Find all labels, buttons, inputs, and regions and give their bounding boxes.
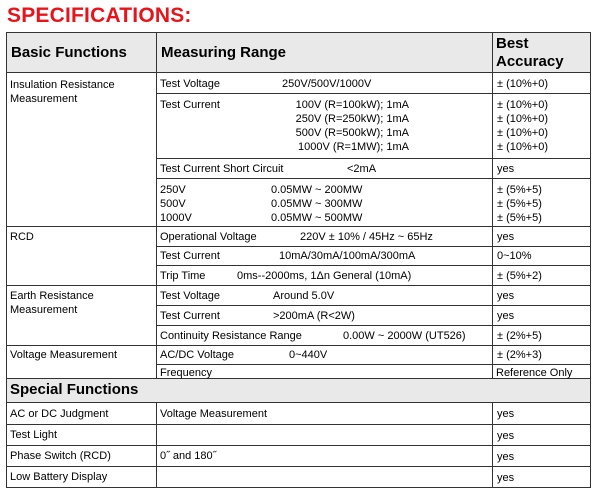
operational-voltage-label: Operational Voltage [160, 231, 257, 243]
test-light-label: Test Light [10, 429, 58, 441]
trip-time-label: Trip Time [160, 270, 206, 282]
acdc-judgment-label: AC or DC Judgment [10, 408, 109, 420]
earth-current-accuracy: yes [497, 310, 515, 322]
rcd-test-current-value: 10mA/30mA/100mA/300mA [279, 250, 416, 262]
range-voltage: 500V [160, 198, 186, 210]
subrow-line [156, 246, 590, 247]
insulation-range-voltages [160, 183, 192, 225]
voltage-measurement-label: Voltage Measurement [10, 349, 118, 361]
col-divider-1 [156, 33, 157, 378]
trip-time-value: 0ms--2000ms, 1Δn General (10mA) [237, 270, 412, 282]
insulation-range-values [271, 183, 362, 225]
short-circuit-accuracy: yes [497, 163, 515, 175]
test-current-accuracy-value: ± (10%+0) [497, 141, 548, 153]
earth-current-value: >200mA (R<2W) [273, 310, 355, 322]
test-current-accuracy-value: ± (10%+0) [497, 99, 548, 111]
trip-time-accuracy: ± (5%+2) [497, 270, 542, 282]
low-battery-accuracy: yes [497, 472, 515, 484]
header-best-accuracy: Best Accuracy [496, 35, 564, 70]
row-line [7, 466, 590, 467]
test-current-value: 100V (R=100kW); 1mA [295, 99, 409, 111]
phase-switch-label: Phase Switch (RCD) [10, 450, 111, 462]
row-line [7, 445, 590, 446]
continuity-accuracy: ± (2%+5) [497, 330, 542, 342]
header-measuring-range: Measuring Range [161, 44, 287, 61]
continuity-label: Continuity Resistance Range [160, 330, 302, 342]
insulation-label-line: Insulation Resistance [10, 79, 115, 91]
short-circuit-value: <2mA [347, 163, 377, 175]
subrow-line [156, 265, 590, 266]
header-basic-functions: Basic Functions [11, 44, 127, 61]
acdc-judgment-accuracy: yes [497, 408, 515, 420]
rcd-label: RCD [10, 231, 34, 243]
continuity-value: 0.00W ~ 2000W (UT526) [343, 330, 466, 342]
row-line [7, 402, 590, 403]
frequency-label: Frequency [160, 367, 212, 379]
row-line [7, 285, 590, 286]
test-current-value: 1000V (R=1MW); 1mA [298, 141, 409, 153]
earth-voltage-accuracy: yes [497, 290, 515, 302]
acdc-voltage-label: AC/DC Voltage [160, 349, 234, 361]
range-value: 0.05MW ~ 200MW [271, 184, 363, 196]
subrow-line [156, 305, 590, 306]
phase-switch-accuracy: yes [497, 451, 515, 463]
subrow-line [156, 158, 590, 159]
acdc-voltage-accuracy: ± (2%+3) [497, 349, 542, 361]
test-current-accuracy-value: ± (10%+0) [497, 113, 548, 125]
range-voltage: 250V [160, 184, 186, 196]
insulation-range-accuracy [497, 183, 542, 225]
test-voltage-accuracy: ± (10%+0) [497, 78, 548, 90]
range-value: 0.05MW ~ 500MW [271, 212, 363, 224]
operational-voltage-accuracy: yes [497, 231, 515, 243]
acdc-judgment-range: Voltage Measurement [160, 408, 268, 420]
subrow-line [156, 364, 590, 365]
short-circuit-label: Test Current Short Circuit [160, 163, 284, 175]
earth-voltage-label: Test Voltage [160, 290, 220, 302]
row-line [7, 72, 590, 73]
special-functions-header: Special Functions [10, 381, 139, 398]
range-accuracy: ± (5%+5) [497, 184, 542, 196]
earth-label-line: Measurement [10, 304, 78, 316]
frequency-accuracy: Reference Only [496, 367, 573, 379]
low-battery-label: Low Battery Display [10, 471, 108, 483]
earth-label [10, 289, 94, 317]
test-light-accuracy: yes [497, 430, 515, 442]
test-voltage-value: 250V/500V/1000V [282, 78, 372, 90]
subrow-line [156, 178, 590, 179]
acdc-voltage-value: 0~440V [289, 349, 328, 361]
range-accuracy: ± (5%+5) [497, 198, 542, 210]
subrow-line [156, 325, 590, 326]
test-current-values [269, 98, 409, 154]
test-current-label: Test Current [160, 99, 220, 111]
range-accuracy: ± (5%+5) [497, 212, 542, 224]
earth-current-label: Test Current [160, 310, 220, 322]
subrow-line [156, 93, 590, 94]
range-value: 0.05MW ~ 300MW [271, 198, 363, 210]
earth-voltage-value: Around 5.0V [273, 290, 335, 302]
spec-table [6, 32, 591, 488]
earth-label-line: Earth Resistance [10, 290, 94, 302]
test-current-value: 250V (R=250kW); 1mA [295, 113, 409, 125]
row-line [7, 226, 590, 227]
row-line [7, 424, 590, 425]
operational-voltage-value: 220V ± 10% / 45Hz ~ 65Hz [300, 231, 433, 243]
test-current-accuracy-value: ± (10%+0) [497, 127, 548, 139]
rcd-test-current-accuracy: 0~10% [497, 250, 532, 262]
col-divider-2 [492, 33, 493, 378]
page-title: SPECIFICATIONS: [7, 4, 192, 27]
row-line [7, 345, 590, 346]
test-current-accuracy [497, 98, 548, 154]
insulation-label [10, 78, 115, 106]
test-current-value: 500V (R=500kW); 1mA [295, 127, 409, 139]
insulation-label-line: Measurement [10, 93, 78, 105]
range-voltage: 1000V [160, 212, 192, 224]
test-voltage-label: Test Voltage [160, 78, 220, 90]
rcd-test-current-label: Test Current [160, 250, 220, 262]
phase-switch-range: 0˝ and 180˝ [160, 450, 217, 462]
